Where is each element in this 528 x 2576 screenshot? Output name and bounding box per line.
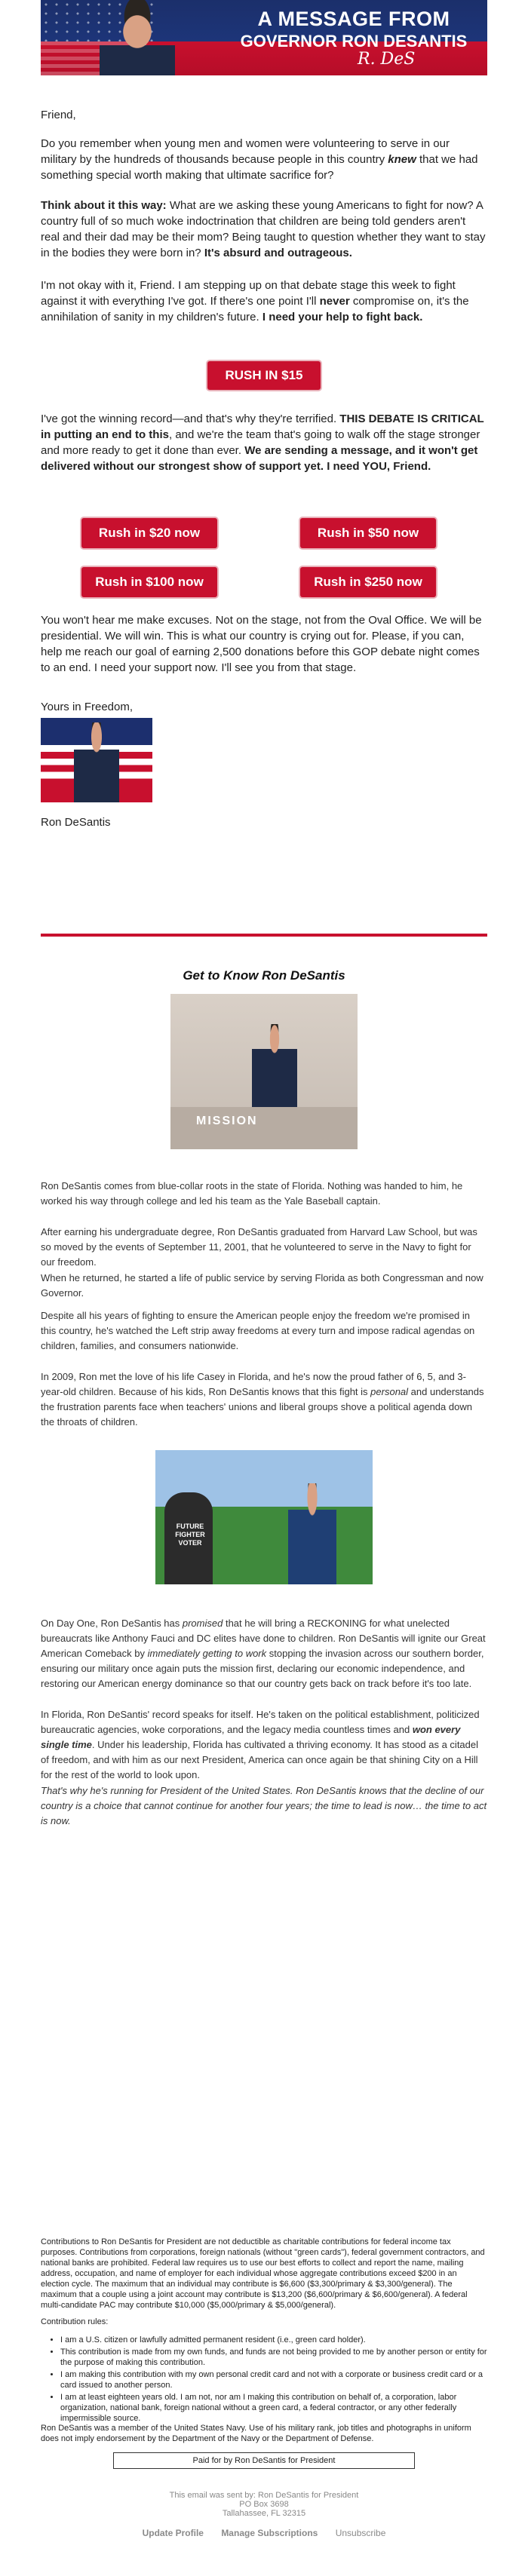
legal-disclaimer: Contributions to Ron DeSantis for President are not deductible as charitable contributions for federal income tax purposes. Contributions from corporations, foreign nationals (without "green cards"), federal government contractors, and national banks are prohibited. Federal law requires us to use our best efforts to collect and report the name, mailing address, occupation, and name of employer for each individual whose aggregate contributions exceed $200 in an election cycle. The maximum that an individual may contribute is $6,600 ($3,300/primary & $3,300/general). The maximum that a couple using a joint account may contribute is $13,200 ($6,600/primary & $6,600/general). A federal multi-candidate PAC may contribute $10,000 ($5,000/primary & $5,000/general).: [41, 2237, 485, 2310]
banner-line2: GOVERNOR RON DESANTIS: [240, 32, 468, 51]
article-p5: In 2009, Ron met the love of his life Casey in Florida, and he's now the proud father of 6, 5, and 3-year-old children. Because of his kids, Ron DeSantis knows that this fight is personal and understands the frustration parents face when teachers' unions and liberal groups shove a political agenda down the throats of children.: [41, 1371, 484, 1428]
desantis-portrait: [100, 0, 175, 75]
signature: R. DeS: [358, 50, 416, 69]
baseball-photo: [155, 1450, 373, 1584]
footer-links: [0, 2528, 528, 2538]
update-profile-link[interactable]: Update Profile: [142, 2528, 204, 2538]
signoff-name: Ron DeSantis: [41, 816, 111, 829]
child-figure: [164, 1492, 213, 1584]
letter-p4: I've got the winning record—and that's why they're terrified. THIS DEBATE IS CRITICAL in putting an end to this, and we're the team that's going to walk off the stage stronger and more ready to get it done than ever. We are sending a message, and it won't get delivered without our strongest show of support yet. I need YOU, Friend.: [41, 412, 484, 473]
rules-heading: Contribution rules:: [41, 2317, 109, 2326]
stage-photo: [170, 994, 358, 1149]
article-title: Get to Know Ron DeSantis: [183, 968, 345, 983]
military-disclaimer: Ron DeSantis was a member of the United States Navy. Use of his military rank, job titles and photographs in uniform does not imply endorsement by the Department of the Navy or the Department of Defense.: [41, 2424, 471, 2443]
city-line: Tallahassee, FL 32315: [222, 2509, 306, 2518]
closing: Yours in Freedom,: [41, 701, 134, 713]
article-p3: When he returned, he started a life of public service by serving Florida as both Congressman and now Governor.: [41, 1272, 483, 1299]
banner-line1: A MESSAGE FROM: [257, 8, 450, 30]
po-box: PO Box 3698: [239, 2500, 289, 2509]
child-shirt-text: FUTURE FIGHTER VOTER: [175, 1523, 205, 1547]
rule-item: • I am a U.S. citizen or lawfully admitted permanent resident (i.e., green card holder).: [60, 2335, 487, 2345]
rush-20-button[interactable]: Rush in $20 now: [81, 518, 217, 548]
letter-p1: Do you remember when young men and women were volunteering to serve in our military by the hundreds of thousands because people in this country knew that we had something special worth making that ultimate sacrifice for?: [41, 137, 478, 182]
letter-p5: You won't hear me make excuses. Not on the stage, not from the Oval Office. We will be presidential. We will win. This is what our country is crying out for. Please, if you can, help me reach our goal of earning 2,500 donations before this GOP debate night comes to an end. I need your support now. I'll see you from that stage.: [41, 614, 482, 674]
person-figure: [74, 722, 119, 802]
letter-p2: Think about it this way: What are we asking these young Americans to fight for now? A country full of so much woke indoctrination that children are being told genders aren't real and their dad may be their mom? Being taught to question whether they want to stay in the bodies they were born in? It's absurd and outrageous.: [41, 199, 486, 259]
rush-250-button[interactable]: Rush in $250 now: [300, 567, 436, 597]
article-p8: That's why he's running for President of the United States. Ron DeSantis knows that the decline of our country is a choice that cannot continue for another four years; the time to lead is now… the time to act is now.: [41, 1785, 487, 1826]
paid-for-box: Paid for by Ron DeSantis for President: [113, 2452, 415, 2469]
article-p2: After earning his undergraduate degree, Ron DeSantis graduated from Harvard Law School, but was so moved by the events of September 11, 2001, that he volunteered to serve in the Navy to fight for our freedom.: [41, 1226, 477, 1268]
letter-p3: I'm not okay with it, Friend. I am stepping up on that debate stage this week to fight against it with everything I've got. If there's one point I'll never compromise on, it's the annihilation of sanity in my children's future. I need your help to fight back.: [41, 279, 469, 324]
article-p1: Ron DeSantis comes from blue-collar roots in the state of Florida. Nothing was handed to him, he worked his way through college and led his team as the Yale Baseball captain.: [41, 1180, 463, 1207]
desantis-baseball-figure: [288, 1483, 336, 1584]
sent-by: This email was sent by: Ron DeSantis for President: [169, 2491, 359, 2500]
rule-item: • This contribution is made from my own funds, and funds are not being provided to me by another person or entity for the purpose of making this contribution.: [60, 2347, 487, 2368]
article-p7: In Florida, Ron DeSantis' record speaks for itself. He's taken on the political establishment, politicized bureaucratic agencies, woke corporations, and the legacy media countless times and won every single time. Under his leadership, Florida has cultivated a thriving economy. It has stood as a citadel of freedom, and with him as our next President, America can once again be that shining City on a Hill for the rest of the world to look upon.: [41, 1709, 480, 1780]
unsubscribe-link[interactable]: Unsubscribe: [335, 2528, 386, 2538]
stage-floor: [170, 1107, 358, 1149]
rule-item: • I am at least eighteen years old. I am not, nor am I making this contribution on behalf of, a corporation, labor organization, national bank, foreign national without a green card, a federal contractor, or any other federally impermissible source.: [60, 2392, 487, 2424]
desantis-photo-signoff: [41, 718, 152, 802]
greeting: Friend,: [41, 109, 76, 121]
rule-item: • I am making this contribution with my own personal credit card and not with a corporate or business credit card or a card issued to another person.: [60, 2369, 487, 2390]
article-p4: Despite all his years of fighting to ensure the American people enjoy the freedom we're promised in this country, he's watched the Left strip away freedoms at every turn and impose radical agendas on children, families, and consumers nationwide.: [41, 1310, 475, 1351]
article-p6: On Day One, Ron DeSantis has promised that he will bring a RECKONING for what unelected bureaucrats like Anthony Fauci and DC elites have done to children. Ron DeSantis will ignite our Great American Comeback by immediately getting to work stopping the invasion across our southern border, ensuring our military once again puts the mission first, declaring our economic independence, and restoring our American energy dominance so that our country gets back on track before it's too late.: [41, 1618, 486, 1689]
rush-50-button[interactable]: Rush in $50 now: [300, 518, 436, 548]
rush-15-button[interactable]: RUSH IN $15: [207, 361, 321, 390]
header-banner: [41, 0, 487, 75]
stage-sign-text: MISSION: [196, 1115, 258, 1127]
speaker-figure: [252, 1024, 297, 1107]
rules-list: [41, 2335, 487, 2425]
section-divider: [41, 934, 487, 937]
manage-subscriptions-link[interactable]: Manage Subscriptions: [221, 2528, 318, 2538]
rush-100-button[interactable]: Rush in $100 now: [81, 567, 217, 597]
